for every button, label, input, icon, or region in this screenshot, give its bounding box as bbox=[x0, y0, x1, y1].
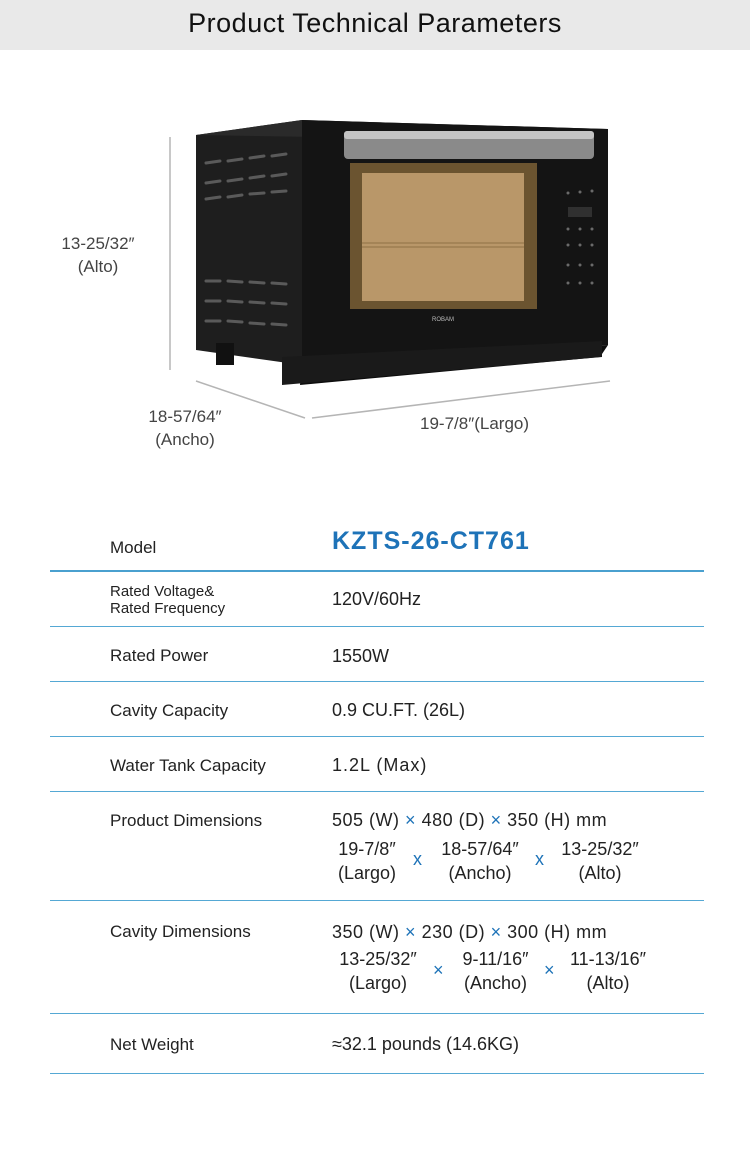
power-label: Rated Power bbox=[110, 646, 209, 665]
times-sign: × bbox=[433, 960, 444, 980]
brand-logo: ROBAM bbox=[431, 317, 455, 323]
imperial-value: 19-7/8″ bbox=[338, 839, 396, 859]
model-label: Model bbox=[110, 538, 157, 557]
oven-foot bbox=[216, 343, 234, 365]
depth-value: 18-57/64″ bbox=[148, 407, 222, 426]
spec-row-model bbox=[50, 523, 704, 572]
cavity-dim-imperial-largo bbox=[328, 947, 428, 995]
cavity-capacity-label: Cavity Capacity bbox=[110, 701, 229, 720]
spec-row-net-weight bbox=[50, 1014, 704, 1074]
product-dim-h: 350 (H) mm bbox=[507, 810, 608, 830]
spec-row-cavity-dimensions bbox=[50, 901, 704, 1014]
net-weight-value: ≈32.1 pounds (14.6KG) bbox=[332, 1034, 519, 1054]
cavity-dim-h: 300 (H) mm bbox=[507, 922, 608, 942]
imperial-value: 9-11/16″ bbox=[462, 949, 529, 969]
depth-dimension bbox=[135, 405, 235, 451]
height-dimension bbox=[58, 232, 138, 278]
page-header bbox=[0, 0, 750, 50]
spec-row-power bbox=[50, 627, 704, 682]
cavity-dimensions-metric bbox=[332, 922, 607, 943]
width-dimension bbox=[420, 412, 580, 435]
product-figure bbox=[0, 95, 750, 475]
water-tank-label: Water Tank Capacity bbox=[110, 756, 266, 775]
imperial-name: (Largo) bbox=[337, 863, 397, 883]
oven-side-panel bbox=[196, 120, 302, 365]
imperial-name: (Largo) bbox=[348, 973, 408, 993]
height-label: (Alto) bbox=[77, 257, 119, 276]
cavity-dim-d: 230 (D) bbox=[421, 922, 486, 942]
voltage-label-line2: Rated Frequency bbox=[110, 600, 226, 617]
imperial-value: 13-25/32″ bbox=[561, 839, 639, 859]
width-value: 19-7/8″ bbox=[420, 414, 475, 433]
cavity-dim-imperial-ancho bbox=[448, 947, 543, 995]
imperial-name: (Alto) bbox=[586, 973, 630, 993]
cavity-dim-w: 350 (W) bbox=[332, 922, 400, 942]
cavity-dim-imperial-alto bbox=[558, 947, 658, 995]
times-sign: × bbox=[490, 810, 502, 830]
cavity-capacity-value: 0.9 CU.FT. (26L) bbox=[332, 700, 466, 720]
model-value: KZTS-26-CT761 bbox=[332, 527, 530, 555]
product-dimensions-metric bbox=[332, 810, 607, 831]
voltage-label-line1: Rated Voltage& bbox=[110, 583, 215, 600]
times-sign: × bbox=[405, 922, 417, 942]
page-title: Product Technical Parameters bbox=[188, 8, 562, 38]
depth-label: (Ancho) bbox=[155, 430, 215, 449]
voltage-label bbox=[110, 583, 225, 617]
imperial-name: (Ancho) bbox=[463, 973, 528, 993]
imperial-value: 13-25/32″ bbox=[339, 949, 417, 969]
power-value: 1550W bbox=[332, 646, 390, 666]
spec-table bbox=[50, 523, 704, 1074]
cavity-dimensions-label: Cavity Dimensions bbox=[110, 922, 251, 941]
product-dim-imperial-ancho bbox=[430, 837, 530, 885]
product-dim-w: 505 (W) bbox=[332, 810, 400, 830]
net-weight-label: Net Weight bbox=[110, 1035, 194, 1054]
times-sign: × bbox=[405, 810, 417, 830]
times-sign: × bbox=[544, 960, 555, 980]
product-dim-imperial-largo bbox=[327, 837, 407, 885]
times-sign: x bbox=[535, 849, 544, 869]
spec-row-voltage bbox=[50, 572, 704, 627]
imperial-value: 11-13/16″ bbox=[569, 949, 647, 969]
oven-illustration bbox=[0, 95, 750, 475]
product-dim-imperial-alto bbox=[550, 837, 650, 885]
spec-row-product-dimensions bbox=[50, 792, 704, 901]
height-value: 13-25/32″ bbox=[61, 234, 135, 253]
imperial-value: 18-57/64″ bbox=[441, 839, 519, 859]
spec-row-water-tank bbox=[50, 737, 704, 792]
times-sign: x bbox=[413, 849, 422, 869]
water-tank-value: 1.2L (Max) bbox=[332, 755, 428, 775]
product-dimensions-label: Product Dimensions bbox=[110, 811, 263, 830]
imperial-name: (Alto) bbox=[578, 863, 622, 883]
voltage-value: 120V/60Hz bbox=[332, 589, 422, 609]
width-label: (Largo) bbox=[474, 414, 530, 433]
times-sign: × bbox=[490, 922, 502, 942]
product-dim-d: 480 (D) bbox=[421, 810, 486, 830]
spec-row-cavity-capacity bbox=[50, 682, 704, 737]
imperial-name: (Ancho) bbox=[448, 863, 512, 883]
